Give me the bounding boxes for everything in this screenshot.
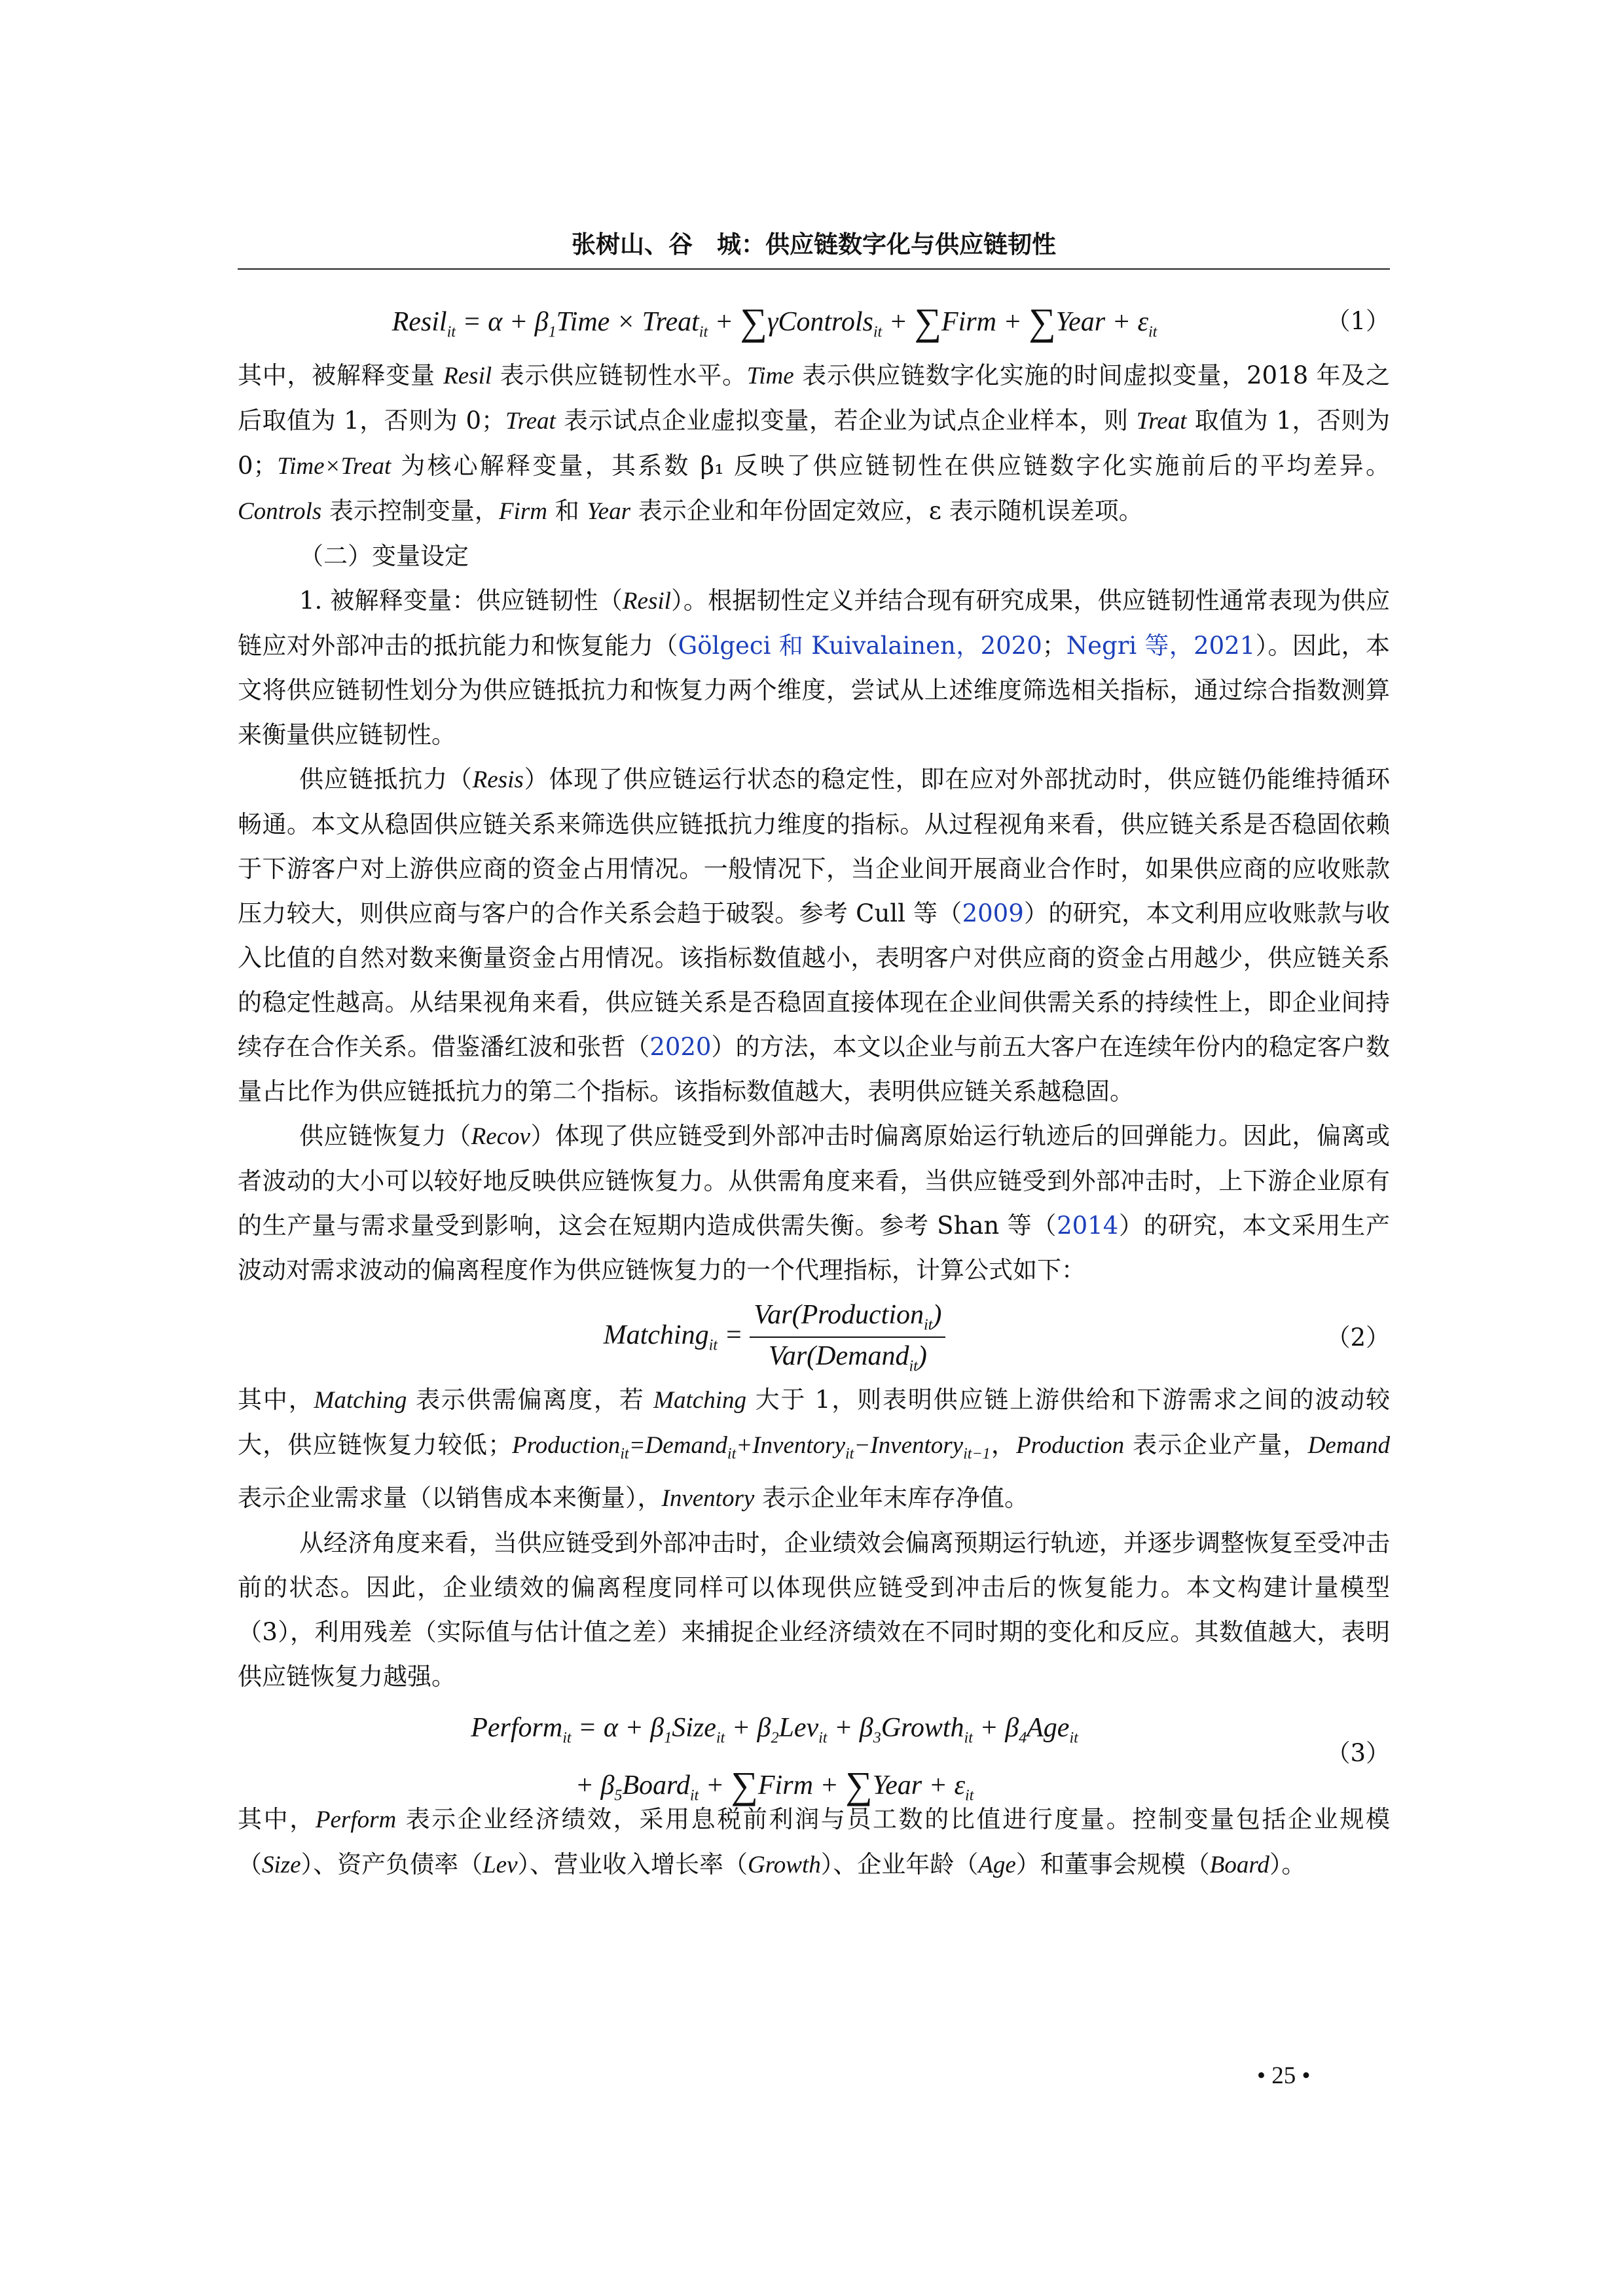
equation-2: Matching$_{it}$ = $\frac{Var(Production_{it})}{Var(Demand_{it})}$ （2） <box>603 1300 1390 1375</box>
citation-link[interactable]: Gölgeci 和 Kuivalainen，2020 <box>678 632 1042 660</box>
paragraph-performance: 从经济角度来看，当供应链受到外部冲击时，企业绩效会偏离预期运行轨迹，并逐步调整恢复至受冲击前的状态。因此，企业绩效的偏离程度同样可以体现供应链受到冲击后的恢复能力。本文构建计量模型（3），利用残差（实际值与估计值之差）来捕捉企业经济绩效在不同时期的变化和反应。其数值越大，表明供应链恢复力越强。 <box>238 1529 1390 1691</box>
equation-3: Perform$_{it}$ = $\alpha + \beta_1Size_{it} + \beta_2Lev_{it}$ + $\beta_3Growth_{it} + \beta_4Age_{it}$ + $\beta_5Board_{it}$ + ∑Firm + ∑Year + $\varepsilon_{it}$ （3） <box>471 1713 1390 1806</box>
paragraph-matching: 其中，Matching 表示供需偏离度，若 Matching 大于 1，则表明供应链上游供给和下游需求之间的波动较大，供应链恢复力较低；Production$_{it}$=Demand$_{it}$+Inventory$_{it}$−Inventory$_{it-1}$，Production 表示企业产量，Demand 表示企业需求量（以销售成本来衡量），Inventory 表示企业年末库存净值。 <box>238 1386 1391 1513</box>
equation-1: Resil$_{it}$ = $\alpha + \beta_1Time$ × Treat$_{it}$ + ∑γControls$_{it}$ + ∑Firm + ∑Year + $\varepsilon_{it}$ （1） <box>392 300 1390 343</box>
paragraph-controls: 其中，Perform 表示企业经济绩效，采用息税前利润与员工数的比值进行度量。控制变量包括企业规模（Size）、资产负债率（Lev）、营业收入增长率（Growth）、企业年龄（Age）和董事会规模（Board）。 <box>238 1805 1391 1879</box>
paragraph-resistance: 供应链抵抗力（Resis）体现了供应链运行状态的稳定性，即在应对外部扰动时，供应链仍能维持循环畅通。本文从稳固供应链关系来筛选供应链抵抗力维度的指标。从过程视角来看，供应链关系是否稳固依赖于下游客户对上游供应商的资金占用情况。一般情况下，当企业间开展商业合作时，如果供应商的应收账款压力较大，则供应商与客户的合作关系会趋于破裂。参考 Cull 等（2009）的研究，本文利用应收账款与收入比值的自然对数来衡量资金占用情况。该指标数值越小，表明客户对供应商的资金占用越少，供应链关系的稳定性越高。从结果视角来看，供应链关系是否稳固直接体现在企业间供需关系的持续性上，即企业间持续存在合作关系。借鉴潘红波和张哲（2020）的方法，本文以企业与前五大客户在连续年份内的稳定客户数量占比作为供应链抵抗力的第二个指标。该指标数值越大，表明供应链关系越稳固。 <box>238 765 1391 1105</box>
equation-number: （3） <box>1326 1739 1390 1768</box>
paragraph-variables-def: 其中，被解释变量 Resil 表示供应链韧性水平。Time 表示供应链数字化实施的时间虚拟变量，2018 年及之后取值为 1，否则为 0；Treat 表示试点企业虚拟变量，若企业为试点企业样本，则 Treat 取值为 1，否则为 0；Time×Treat 为核心解释变量，其系数 β₁ 反映了供应链韧性在供应链数字化实施前后的平均差异。Controls 表示控制变量，Firm 和 Year 表示企业和年份固定效应，ε 表示随机误差项。 <box>238 361 1390 525</box>
citation-link[interactable]: 2020 <box>649 1033 712 1061</box>
page-number: • 25 • <box>1257 2062 1311 2089</box>
paragraph-recovery: 供应链恢复力（Recov）体现了供应链受到外部冲击时偏离原始运行轨迹后的回弹能力。因此，偏离或者波动的大小可以较好地反映供应链恢复力。从供需角度来看，当供应链受到外部冲击时，上下游企业原有的生产量与需求量受到影响，这会在短期内造成供需失衡。参考 Shan 等（2014）的研究，本文采用生产波动对需求波动的偏离程度作为供应链恢复力的一个代理指标，计算公式如下： <box>238 1122 1391 1284</box>
running-header: 张树山、谷 城：供应链数字化与供应链韧性 <box>238 221 1390 270</box>
citation-link[interactable]: 2009 <box>962 899 1024 927</box>
equation-number: （2） <box>1326 1323 1390 1352</box>
page-body <box>238 281 1390 1888</box>
paragraph-resilience: 1. 被解释变量：供应链韧性（Resil）。根据韧性定义并结合现有研究成果，供应链韧性通常表现为供应链应对外部冲击的抵抗能力和恢复能力（Gölgeci 和 Kuivalainen，2020；Negri 等，2021）。因此，本文将供应链韧性划分为供应链抵抗力和恢复力两个维度，尝试从上述维度筛选相关指标，通过综合指数测算来衡量供应链韧性。 <box>238 586 1390 749</box>
citation-link[interactable]: 2014 <box>1057 1211 1119 1240</box>
citation-link[interactable]: Negri 等，2021 <box>1066 632 1256 660</box>
equation-number: （1） <box>1326 307 1390 335</box>
section-heading: （二）变量设定 <box>299 542 469 570</box>
